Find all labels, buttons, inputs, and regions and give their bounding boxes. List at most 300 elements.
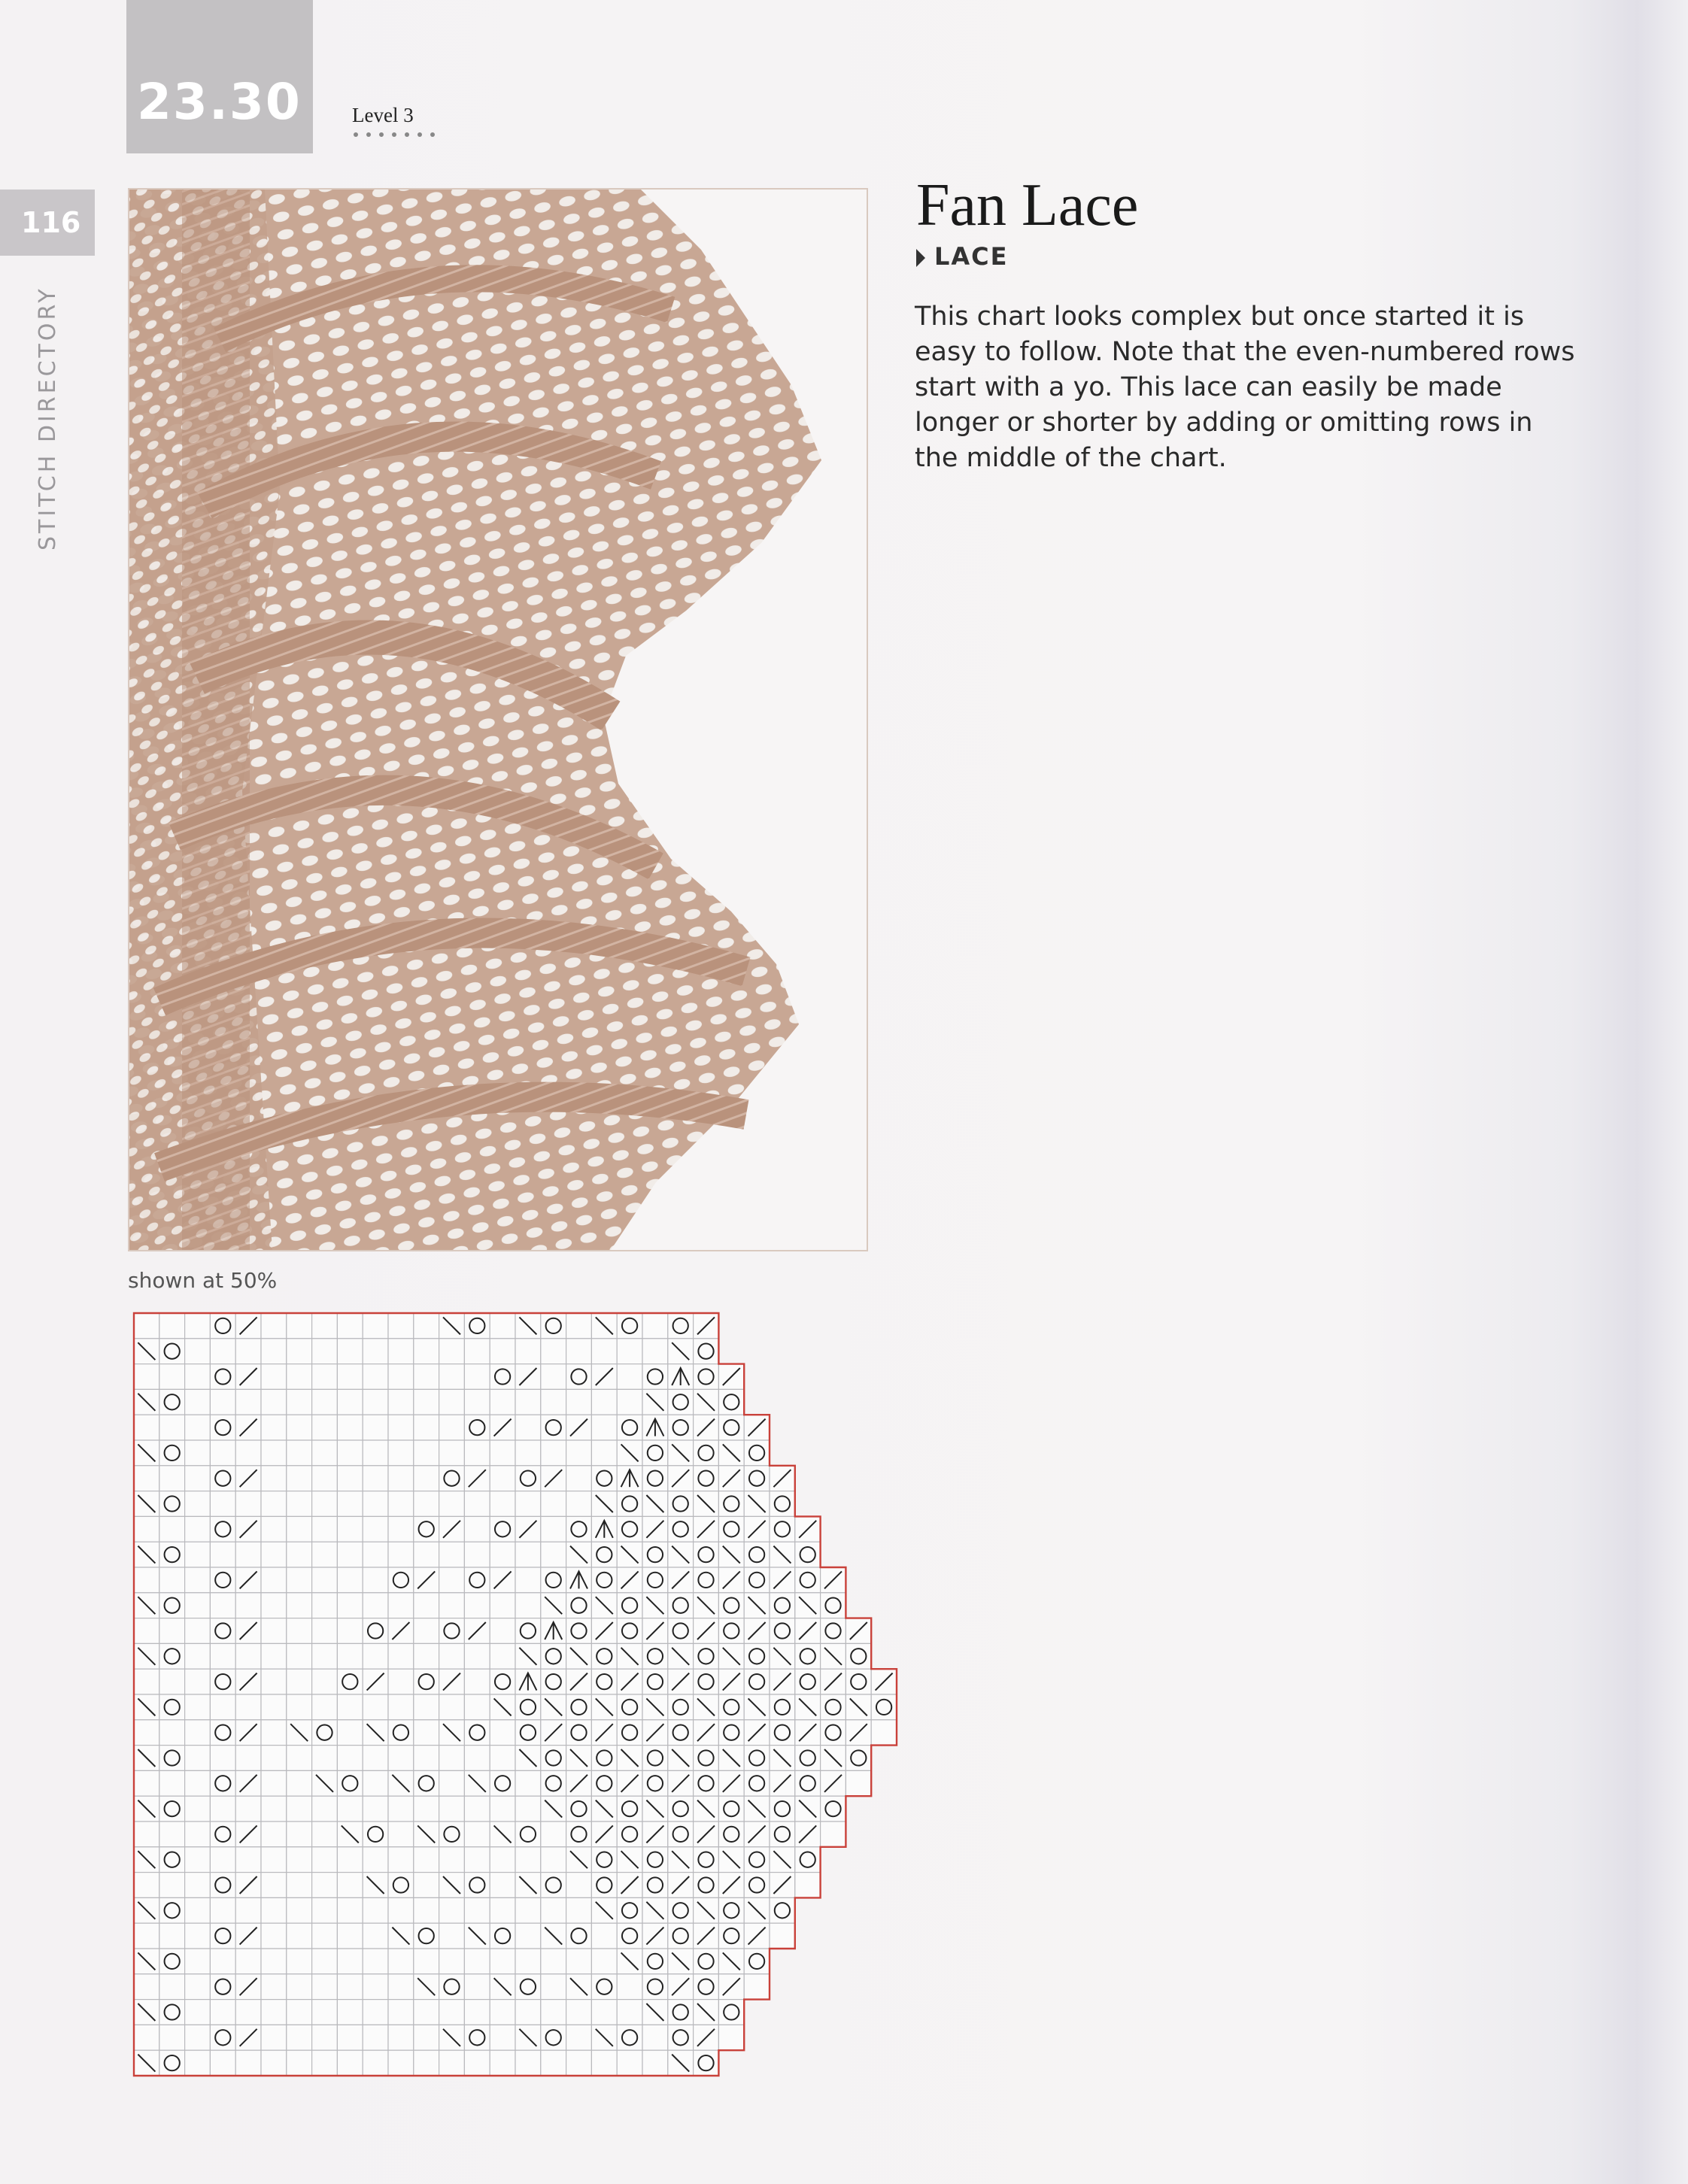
chart-cell xyxy=(795,1567,821,1593)
chart-cell xyxy=(566,1593,592,1618)
chart-cell xyxy=(210,1949,235,1974)
chart-cell xyxy=(541,1770,566,1796)
chart-cell xyxy=(591,1643,617,1669)
chart-cell xyxy=(414,2000,439,2025)
chart-cell xyxy=(566,1491,592,1517)
chart-cell xyxy=(694,1974,719,2000)
chart-cell xyxy=(261,1440,287,1466)
chart-cell xyxy=(261,1491,287,1517)
chart-cell xyxy=(617,1720,642,1746)
chart-cell xyxy=(541,1897,566,1923)
chart-cell xyxy=(287,1466,312,1491)
chart-cell xyxy=(388,1567,414,1593)
chart-cell xyxy=(363,1923,388,1949)
chart-cell xyxy=(566,2000,592,2025)
chart-cell xyxy=(312,1440,338,1466)
chart-cell xyxy=(439,1694,465,1720)
chart-cell xyxy=(541,1364,566,1390)
chart-cell xyxy=(287,1746,312,1771)
chart-cell xyxy=(134,1974,159,2000)
chart-cell xyxy=(159,1567,185,1593)
chart-cell xyxy=(210,1364,235,1390)
chart-cell xyxy=(770,1618,795,1644)
chart-cell xyxy=(210,1897,235,1923)
chart-cell xyxy=(159,1466,185,1491)
chart-cell xyxy=(515,1466,541,1491)
chart-cell xyxy=(159,2000,185,2025)
chart-cell xyxy=(185,1415,211,1440)
chart-cell xyxy=(439,1746,465,1771)
chart-cell xyxy=(591,1949,617,1974)
chart-cell xyxy=(159,1796,185,1822)
chart-cell xyxy=(185,1822,211,1847)
chart-cell xyxy=(159,1923,185,1949)
chart-cell xyxy=(617,1339,642,1364)
chart-cell xyxy=(591,1873,617,1898)
chart-cell xyxy=(312,1720,338,1746)
chart-cell xyxy=(312,1796,338,1822)
chart-cell xyxy=(185,2000,211,2025)
chart-cell xyxy=(694,1949,719,1974)
chart-cell xyxy=(185,1974,211,2000)
chart-cell xyxy=(795,1770,821,1796)
chart-cell xyxy=(235,1694,261,1720)
chart-cell xyxy=(185,1364,211,1390)
chart-cell xyxy=(312,1847,338,1873)
chart-cell xyxy=(287,1567,312,1593)
chart-cell xyxy=(261,1542,287,1567)
chart-cell xyxy=(312,1897,338,1923)
chart-cell xyxy=(846,1746,871,1771)
chart-cell xyxy=(770,1694,795,1720)
chart-cell xyxy=(235,1440,261,1466)
chart-cell xyxy=(337,1770,363,1796)
chart-cell xyxy=(439,1847,465,1873)
chart-cell xyxy=(770,1796,795,1822)
chart-cell xyxy=(261,1847,287,1873)
chart-cell xyxy=(591,1466,617,1491)
chart-cell xyxy=(464,1974,490,2000)
chart-cell xyxy=(718,1593,744,1618)
chart-cell xyxy=(668,1618,694,1644)
chart-cell xyxy=(312,1466,338,1491)
chart-cell xyxy=(363,1694,388,1720)
chart-cell xyxy=(744,1567,770,1593)
chart-cell xyxy=(185,2025,211,2050)
chart-cell xyxy=(617,1364,642,1390)
chart-cell xyxy=(388,1466,414,1491)
chart-cell xyxy=(490,1796,515,1822)
chart-cell xyxy=(134,1567,159,1593)
chart-cell xyxy=(439,1796,465,1822)
chart-cell xyxy=(388,1491,414,1517)
chart-cell xyxy=(668,1923,694,1949)
chart-cell xyxy=(337,1873,363,1898)
chart-cell xyxy=(718,1720,744,1746)
chart-cell xyxy=(795,1643,821,1669)
chart-cell xyxy=(159,1491,185,1517)
chart-cell xyxy=(312,1694,338,1720)
chart-cell xyxy=(312,1542,338,1567)
chart-cell xyxy=(312,1389,338,1415)
chart-cell xyxy=(668,1313,694,1339)
chart-cell xyxy=(617,1313,642,1339)
chart-cell xyxy=(235,2050,261,2076)
chart-cell xyxy=(185,1770,211,1796)
chart-cell xyxy=(235,1746,261,1771)
chart-cell xyxy=(287,1339,312,1364)
chart-cell xyxy=(159,1897,185,1923)
chart-cell xyxy=(541,1339,566,1364)
chart-cell xyxy=(337,1796,363,1822)
chart-cell xyxy=(134,1516,159,1542)
lace-swatch-image xyxy=(129,190,867,1250)
chart-cell xyxy=(668,1516,694,1542)
chart-cell xyxy=(287,1923,312,1949)
chart-cell xyxy=(795,1746,821,1771)
chart-cell xyxy=(490,1873,515,1898)
chart-cell xyxy=(159,1593,185,1618)
level-indicator-dots xyxy=(354,132,435,140)
chart-cell xyxy=(566,1313,592,1339)
chart-cell xyxy=(617,2000,642,2025)
chart-cell xyxy=(490,1720,515,1746)
chart-cell xyxy=(439,1466,465,1491)
chart-cell xyxy=(668,1491,694,1517)
chart-cell xyxy=(185,1694,211,1720)
chart-cell xyxy=(287,1491,312,1517)
chart-cell xyxy=(363,2025,388,2050)
chart-cell xyxy=(464,1364,490,1390)
chart-cell xyxy=(490,1542,515,1567)
chart-cell xyxy=(464,1593,490,1618)
chart-cell xyxy=(541,1491,566,1517)
chart-cell xyxy=(235,1339,261,1364)
chart-cell xyxy=(668,1593,694,1618)
chart-cell xyxy=(414,2025,439,2050)
chart-cell xyxy=(185,1669,211,1694)
chart-cell xyxy=(337,1897,363,1923)
chart-cell xyxy=(414,1669,439,1694)
chart-cell xyxy=(312,1669,338,1694)
chart-cell xyxy=(515,1897,541,1923)
chart-cell xyxy=(185,1466,211,1491)
chart-cell xyxy=(388,1389,414,1415)
chart-cell xyxy=(312,1873,338,1898)
chart-cell xyxy=(337,1949,363,1974)
chart-cell xyxy=(363,1796,388,1822)
chart-cell xyxy=(694,1847,719,1873)
chart-cell xyxy=(541,1949,566,1974)
chart-cell xyxy=(515,1542,541,1567)
chart-cell xyxy=(287,2025,312,2050)
chart-cell xyxy=(210,2025,235,2050)
pattern-description: This chart looks complex but once started it is easy to follow. Note that the even-numbered rows start with a yo. This lace can easily be made longer or shorter by adding or omitting rows in the middle of the chart. xyxy=(915,302,1575,473)
chart-cell xyxy=(261,1822,287,1847)
chart-cell xyxy=(566,1873,592,1898)
chart-cell xyxy=(210,1516,235,1542)
chart-cell xyxy=(159,1618,185,1644)
chart-cell xyxy=(388,1643,414,1669)
chart-cell xyxy=(490,1770,515,1796)
chart-cell xyxy=(185,1313,211,1339)
chart-cell xyxy=(159,1746,185,1771)
chart-cell xyxy=(414,1389,439,1415)
chart-cell xyxy=(388,2050,414,2076)
chart-cell xyxy=(642,2025,668,2050)
chart-cell xyxy=(414,1415,439,1440)
chart-cell xyxy=(363,1770,388,1796)
chart-cell xyxy=(159,1313,185,1339)
chart-cell xyxy=(312,1364,338,1390)
stitch-chart xyxy=(132,1312,900,2098)
chart-cell xyxy=(795,1542,821,1567)
chart-cell xyxy=(388,1542,414,1567)
chart-cell xyxy=(185,1618,211,1644)
chart-cell xyxy=(668,1694,694,1720)
chart-cell xyxy=(490,1516,515,1542)
chart-cell xyxy=(337,1415,363,1440)
chart-cell xyxy=(515,1618,541,1644)
chart-cell xyxy=(871,1694,897,1720)
chart-cell xyxy=(566,1923,592,1949)
chart-cell xyxy=(821,1593,846,1618)
chart-cell xyxy=(388,1339,414,1364)
chart-cell xyxy=(210,1847,235,1873)
chart-cell xyxy=(591,1567,617,1593)
chart-cell xyxy=(617,1389,642,1415)
chart-cell xyxy=(210,1822,235,1847)
chart-cell xyxy=(287,1415,312,1440)
chart-cell xyxy=(490,1364,515,1390)
chart-cell xyxy=(185,1389,211,1415)
chart-cell xyxy=(185,1593,211,1618)
chart-cell xyxy=(312,1974,338,2000)
chart-cell xyxy=(490,2050,515,2076)
chart-cell xyxy=(668,1389,694,1415)
chart-cell xyxy=(718,2025,744,2050)
chart-cell xyxy=(388,1949,414,1974)
chart-cell xyxy=(642,1949,668,1974)
chart-cell xyxy=(261,2000,287,2025)
chart-cell xyxy=(439,1949,465,1974)
chart-cell xyxy=(490,1618,515,1644)
chart-cell xyxy=(235,1643,261,1669)
chart-cell xyxy=(287,1542,312,1567)
chart-cell xyxy=(312,1822,338,1847)
chart-cell xyxy=(363,1822,388,1847)
chart-cell xyxy=(464,1897,490,1923)
chart-cell xyxy=(668,1720,694,1746)
chart-cell xyxy=(159,1364,185,1390)
chart-cell xyxy=(185,1516,211,1542)
chart-cell xyxy=(414,1770,439,1796)
chart-cell xyxy=(363,1567,388,1593)
chart-cell xyxy=(134,1770,159,1796)
chart-cell xyxy=(566,1466,592,1491)
chart-cell xyxy=(541,1974,566,2000)
chart-cell xyxy=(464,1822,490,1847)
chart-cell xyxy=(363,1313,388,1339)
chart-cell xyxy=(871,1720,897,1746)
chart-cell xyxy=(617,1516,642,1542)
chart-cell xyxy=(591,2050,617,2076)
chart-cell xyxy=(261,1313,287,1339)
chart-cell xyxy=(464,1567,490,1593)
chart-cell xyxy=(591,1389,617,1415)
chart-cell xyxy=(490,2025,515,2050)
chart-cell xyxy=(159,2025,185,2050)
chart-cell xyxy=(821,1796,846,1822)
chart-cell xyxy=(261,1643,287,1669)
chart-cell xyxy=(337,1746,363,1771)
chart-cell xyxy=(185,2050,211,2076)
chart-cell xyxy=(414,1923,439,1949)
chart-cell xyxy=(795,1669,821,1694)
chart-cell xyxy=(821,1720,846,1746)
chart-cell xyxy=(337,1542,363,1567)
chart-cell xyxy=(363,1746,388,1771)
chart-cell xyxy=(591,1669,617,1694)
chart-cell xyxy=(541,2000,566,2025)
chart-cell xyxy=(210,1796,235,1822)
swatch-photo xyxy=(128,188,868,1251)
chart-cell xyxy=(363,1897,388,1923)
chart-cell xyxy=(261,1770,287,1796)
chart-cell xyxy=(261,1364,287,1390)
chart-cell xyxy=(185,1796,211,1822)
chart-cell xyxy=(363,2050,388,2076)
chart-cell xyxy=(744,1949,770,1974)
chart-cell xyxy=(363,1593,388,1618)
chart-cell xyxy=(617,1974,642,2000)
chart-cell xyxy=(515,1847,541,1873)
chart-cell xyxy=(287,1313,312,1339)
chart-cell xyxy=(287,1618,312,1644)
chart-cell xyxy=(591,1415,617,1440)
chart-cell xyxy=(363,1516,388,1542)
chart-cell xyxy=(287,1440,312,1466)
chart-cell xyxy=(694,1567,719,1593)
chart-cell xyxy=(439,1339,465,1364)
chart-cell xyxy=(515,1339,541,1364)
chart-cell xyxy=(210,1643,235,1669)
page-number-tab xyxy=(0,190,95,256)
chart-cell xyxy=(464,1694,490,1720)
chart-cell xyxy=(388,1720,414,1746)
chart-cell xyxy=(515,1949,541,1974)
chart-cell xyxy=(617,1618,642,1644)
chart-cell xyxy=(490,1593,515,1618)
chart-cell xyxy=(159,1949,185,1974)
chart-cell xyxy=(414,1873,439,1898)
chart-cell xyxy=(287,1974,312,2000)
chart-cell xyxy=(566,1694,592,1720)
chart-cell xyxy=(210,2000,235,2025)
chart-cell xyxy=(210,1593,235,1618)
photo-caption: shown at 50% xyxy=(128,1268,278,1293)
chart-cell xyxy=(261,2050,287,2076)
chart-cell xyxy=(515,1491,541,1517)
chart-cell xyxy=(388,1822,414,1847)
chart-cell xyxy=(744,1542,770,1567)
chart-cell xyxy=(591,2000,617,2025)
chart-cell xyxy=(159,2050,185,2076)
chart-cell xyxy=(159,1694,185,1720)
chart-cell xyxy=(261,1949,287,1974)
chart-cell xyxy=(439,1567,465,1593)
chart-cell xyxy=(159,1339,185,1364)
chart-cell xyxy=(566,1364,592,1390)
chart-cell xyxy=(337,1669,363,1694)
chart-cell xyxy=(642,1339,668,1364)
chart-cell xyxy=(464,1796,490,1822)
chart-cell xyxy=(591,1974,617,2000)
chart-cell xyxy=(312,2050,338,2076)
chart-cell xyxy=(591,1770,617,1796)
chart-cell xyxy=(515,1822,541,1847)
chart-cell xyxy=(617,2050,642,2076)
chart-cell xyxy=(312,1313,338,1339)
chart-cell xyxy=(515,1770,541,1796)
chart-cell xyxy=(287,2000,312,2025)
chart-cell xyxy=(490,1643,515,1669)
chart-cell xyxy=(210,1313,235,1339)
chart-cell xyxy=(795,1873,821,1898)
chart-cell xyxy=(718,1618,744,1644)
chart-cell xyxy=(312,1923,338,1949)
chart-cell xyxy=(235,1847,261,1873)
chart-cell xyxy=(337,1847,363,1873)
chart-cell xyxy=(541,2025,566,2050)
chart-cell xyxy=(770,1923,795,1949)
chart-cell xyxy=(287,1949,312,1974)
chart-cell xyxy=(185,1491,211,1517)
chart-cell xyxy=(337,1643,363,1669)
chart-cell xyxy=(566,1720,592,1746)
chart-cell xyxy=(261,1746,287,1771)
chart-cell xyxy=(642,2050,668,2076)
chart-cell xyxy=(642,1466,668,1491)
chart-cell xyxy=(363,1339,388,1364)
chart-cell xyxy=(439,1897,465,1923)
chart-cell xyxy=(566,1516,592,1542)
chart-cell xyxy=(744,1669,770,1694)
chart-cell xyxy=(439,1974,465,2000)
chart-cell xyxy=(210,1873,235,1898)
chart-cell xyxy=(414,1364,439,1390)
chart-cell xyxy=(541,1822,566,1847)
stitch-chart-grid xyxy=(132,1312,900,2094)
chart-cell xyxy=(541,1389,566,1415)
chart-cell xyxy=(414,1516,439,1542)
chart-cell xyxy=(235,1542,261,1567)
chart-cell xyxy=(210,1618,235,1644)
chart-cell xyxy=(134,2025,159,2050)
chart-cell xyxy=(312,1491,338,1517)
stitch-number: 23.30 xyxy=(137,73,302,131)
chart-cell xyxy=(718,1491,744,1517)
chart-cell xyxy=(287,1694,312,1720)
chart-cell xyxy=(490,1313,515,1339)
chart-cell xyxy=(541,1567,566,1593)
chart-cell xyxy=(718,1389,744,1415)
chart-cell xyxy=(541,1746,566,1771)
chart-cell xyxy=(235,1389,261,1415)
chart-cell xyxy=(337,1389,363,1415)
chart-cell xyxy=(159,1516,185,1542)
chart-cell xyxy=(515,1389,541,1415)
